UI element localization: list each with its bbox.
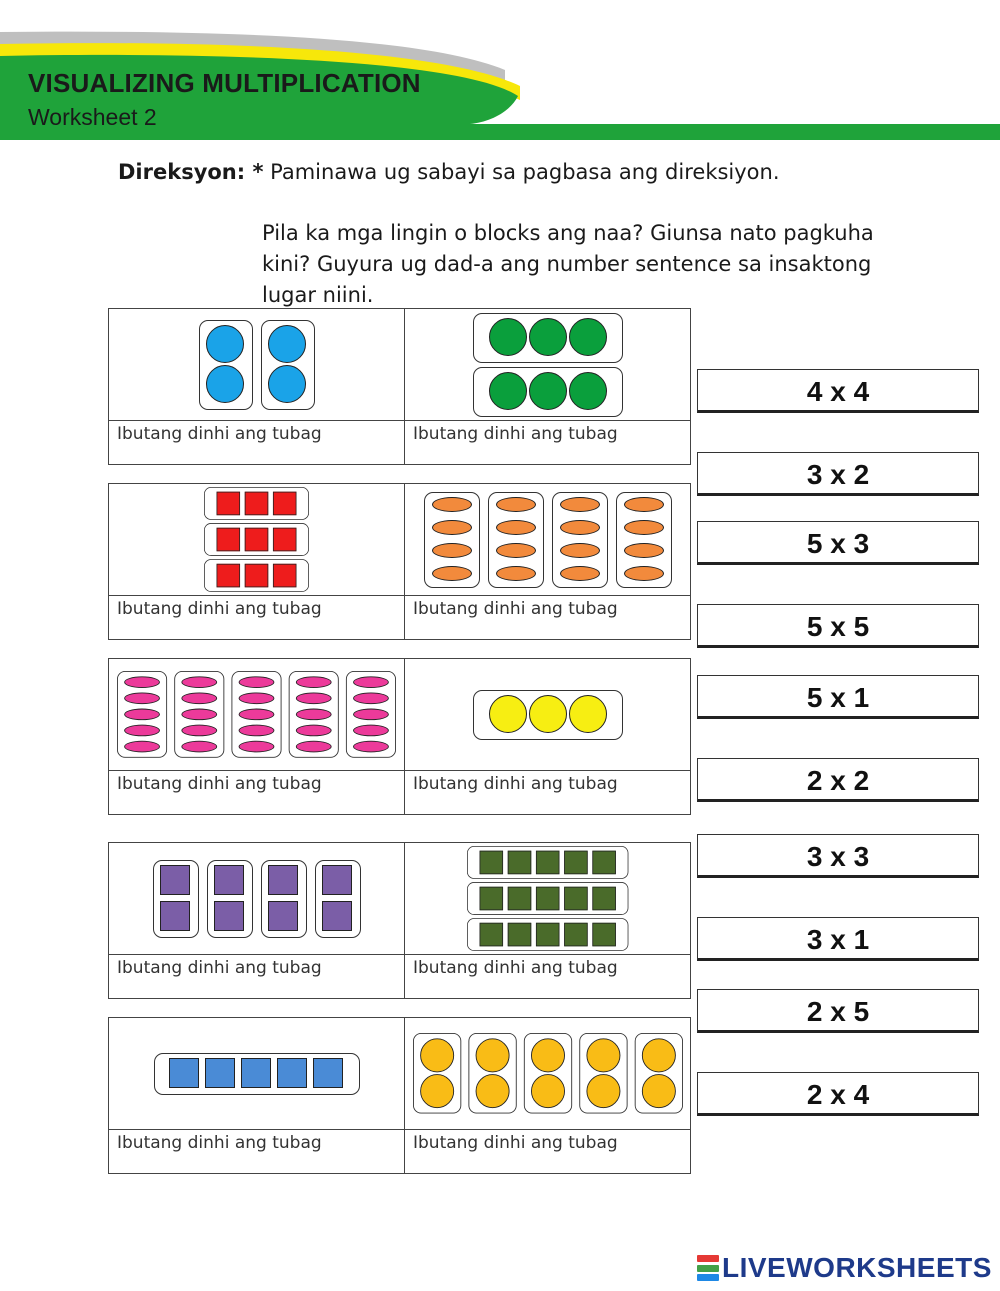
group-frame [424, 492, 480, 588]
group-frame [153, 860, 199, 938]
ellipse-object [353, 676, 389, 688]
ellipse-object [560, 543, 600, 558]
answer-drop-zone[interactable] [109, 595, 404, 639]
picture-groups [413, 1033, 683, 1113]
circle-object [475, 1038, 509, 1072]
ellipse-object [353, 708, 389, 720]
problem-cell [109, 1018, 404, 1173]
ellipse-object [238, 692, 274, 704]
square-object [268, 865, 298, 895]
picture-groups [204, 487, 309, 592]
problem-cell [404, 659, 690, 814]
square-object [216, 527, 240, 551]
square-object [273, 527, 297, 551]
problem-row-3 [108, 658, 691, 815]
picture-groups [154, 1053, 360, 1095]
group-frame [204, 523, 309, 556]
ellipse-object [496, 497, 536, 512]
circle-object [586, 1038, 620, 1072]
number-sentence-card[interactable]: 3 x 1 [697, 917, 979, 961]
ellipse-object [181, 724, 217, 736]
square-object [592, 886, 616, 910]
problem-cell [109, 659, 404, 814]
group-frame [204, 487, 309, 520]
picture-groups [117, 671, 396, 758]
square-object [216, 563, 240, 587]
ellipse-object [295, 692, 331, 704]
ellipse-object [124, 676, 160, 688]
circle-object [641, 1074, 675, 1108]
problem-row-2 [108, 483, 691, 640]
group-frame [261, 860, 307, 938]
problem-cell [404, 843, 690, 998]
answer-placeholder: Ibutang dinhi ang tubag [413, 599, 618, 619]
answer-placeholder: Ibutang dinhi ang tubag [413, 1133, 618, 1153]
circle-object [531, 1074, 565, 1108]
group-frame [616, 492, 672, 588]
problem-cell [109, 484, 404, 639]
ellipse-object [295, 724, 331, 736]
square-object [536, 922, 560, 946]
square-object [160, 865, 190, 895]
circle-object [206, 325, 244, 363]
answer-drop-zone[interactable] [109, 1129, 404, 1173]
ellipse-object [624, 566, 664, 581]
square-object [479, 922, 503, 946]
answer-placeholder: Ibutang dinhi ang tubag [117, 958, 322, 978]
number-sentence-card[interactable]: 5 x 1 [697, 675, 979, 719]
square-object [273, 491, 297, 515]
square-object [160, 901, 190, 931]
ellipse-object [624, 520, 664, 535]
picture-groups [473, 313, 623, 417]
group-frame [261, 320, 315, 410]
directions-label: Direksyon: * [118, 160, 264, 184]
group-frame [207, 860, 253, 938]
ellipse-object [181, 692, 217, 704]
ellipse-object [353, 740, 389, 752]
ellipse-object [496, 566, 536, 581]
circle-object [420, 1074, 454, 1108]
group-frame [346, 671, 396, 758]
problem-picture [405, 309, 690, 420]
number-sentence-card[interactable]: 2 x 4 [697, 1072, 979, 1116]
square-object [169, 1058, 199, 1088]
ellipse-object [560, 566, 600, 581]
ellipse-object [496, 543, 536, 558]
answer-placeholder: Ibutang dinhi ang tubag [117, 424, 322, 444]
answer-placeholder: Ibutang dinhi ang tubag [117, 1133, 322, 1153]
square-object [241, 1058, 271, 1088]
group-frame [315, 860, 361, 938]
answer-drop-zone[interactable] [405, 770, 690, 814]
directions-text-1: Paminawa ug sabayi sa pagbasa ang direksiyon. [270, 160, 780, 184]
problem-cell [109, 843, 404, 998]
circle-object [268, 325, 306, 363]
ellipse-object [238, 740, 274, 752]
ellipse-object [560, 520, 600, 535]
circle-object [569, 372, 607, 410]
square-object [205, 1058, 235, 1088]
answer-drop-zone[interactable] [109, 770, 404, 814]
ellipse-object [624, 543, 664, 558]
directions-text-2: Pila ka mga lingin o blocks ang naa? Giunsa nato pagkuha kini? Guyura ug dad-a ang number sentence sa insaktong lugar niini. [262, 221, 874, 307]
problem-cell [404, 484, 690, 639]
square-object [479, 886, 503, 910]
group-frame [204, 559, 309, 592]
answer-placeholder: Ibutang dinhi ang tubag [413, 958, 618, 978]
group-frame [467, 882, 628, 915]
group-frame [473, 313, 623, 363]
problem-cell [109, 309, 404, 464]
answer-drop-zone[interactable] [405, 420, 690, 464]
circle-object [531, 1038, 565, 1072]
answer-placeholder: Ibutang dinhi ang tubag [117, 774, 322, 794]
square-object [508, 922, 532, 946]
logo-text: LIVEWORKSHEETS [722, 1252, 992, 1283]
ellipse-object [124, 724, 160, 736]
circle-object [489, 318, 527, 356]
number-sentence-card[interactable]: 3 x 2 [697, 452, 979, 496]
ellipse-object [432, 497, 472, 512]
circle-object [489, 372, 527, 410]
picture-groups [424, 492, 672, 588]
square-object [564, 922, 588, 946]
square-object [244, 563, 268, 587]
square-object [536, 850, 560, 874]
group-frame [524, 1033, 572, 1113]
circle-object [420, 1038, 454, 1072]
ellipse-object [432, 566, 472, 581]
group-frame [635, 1033, 683, 1113]
answer-drop-zone[interactable] [405, 954, 690, 998]
square-object [313, 1058, 343, 1088]
liveworksheets-logo [697, 1253, 992, 1283]
picture-groups [199, 320, 315, 410]
problem-row-1 [108, 308, 691, 465]
group-frame [174, 671, 224, 758]
number-sentence-card[interactable]: 3 x 3 [697, 834, 979, 878]
square-object [244, 527, 268, 551]
answer-drop-zone[interactable] [109, 954, 404, 998]
square-object [508, 850, 532, 874]
group-frame [289, 671, 339, 758]
group-frame [467, 918, 628, 951]
group-frame [467, 846, 628, 879]
problem-row-4 [108, 842, 691, 999]
problem-picture [109, 1018, 404, 1129]
circle-object [569, 695, 607, 733]
square-object [536, 886, 560, 910]
square-object [508, 886, 532, 910]
ellipse-object [124, 740, 160, 752]
ellipse-object [124, 708, 160, 720]
square-object [592, 922, 616, 946]
ellipse-object [124, 692, 160, 704]
circle-object [475, 1074, 509, 1108]
problem-cell [404, 309, 690, 464]
square-object [268, 901, 298, 931]
ellipse-object [295, 740, 331, 752]
number-sentence-card[interactable]: 5 x 5 [697, 604, 979, 648]
group-frame [413, 1033, 461, 1113]
picture-groups [153, 860, 361, 938]
ellipse-object [496, 520, 536, 535]
number-sentence-card[interactable]: 2 x 2 [697, 758, 979, 802]
problem-picture [405, 659, 690, 770]
answer-drop-zone[interactable] [109, 420, 404, 464]
picture-groups [473, 690, 623, 740]
number-sentence-card[interactable]: 4 x 4 [697, 369, 979, 413]
group-frame [552, 492, 608, 588]
circle-object [529, 318, 567, 356]
group-frame [488, 492, 544, 588]
ellipse-object [353, 724, 389, 736]
group-frame [579, 1033, 627, 1113]
problem-picture [405, 843, 690, 954]
group-frame [117, 671, 167, 758]
square-object [214, 901, 244, 931]
ellipse-object [238, 676, 274, 688]
square-object [479, 850, 503, 874]
ellipse-object [295, 676, 331, 688]
problem-picture [109, 484, 404, 595]
answer-placeholder: Ibutang dinhi ang tubag [117, 599, 322, 619]
ellipse-object [181, 740, 217, 752]
answer-drop-zone[interactable] [405, 595, 690, 639]
picture-groups [467, 846, 628, 951]
circle-object [206, 365, 244, 403]
ellipse-object [181, 676, 217, 688]
ellipse-object [238, 708, 274, 720]
square-object [273, 563, 297, 587]
logo-mark-icon [697, 1255, 719, 1281]
group-frame [154, 1053, 360, 1095]
problem-picture [109, 843, 404, 954]
circle-object [268, 365, 306, 403]
square-object [216, 491, 240, 515]
ellipse-object [353, 692, 389, 704]
ellipse-object [624, 497, 664, 512]
worksheet-subtitle: Worksheet 2 [28, 104, 157, 130]
square-object [277, 1058, 307, 1088]
problem-picture [405, 484, 690, 595]
circle-object [641, 1038, 675, 1072]
ellipse-object [560, 497, 600, 512]
group-frame [231, 671, 281, 758]
square-object [214, 865, 244, 895]
directions-line-1 [118, 160, 780, 184]
square-object [322, 865, 352, 895]
ellipse-object [238, 724, 274, 736]
number-sentence-card[interactable]: 5 x 3 [697, 521, 979, 565]
group-frame [199, 320, 253, 410]
ellipse-object [181, 708, 217, 720]
circle-object [529, 372, 567, 410]
circle-object [529, 695, 567, 733]
problem-cell [404, 1018, 690, 1173]
number-sentence-card[interactable]: 2 x 5 [697, 989, 979, 1033]
group-frame [468, 1033, 516, 1113]
circle-object [489, 695, 527, 733]
ellipse-object [432, 543, 472, 558]
square-object [244, 491, 268, 515]
circle-object [586, 1074, 620, 1108]
problem-picture [109, 309, 404, 420]
problem-picture [405, 1018, 690, 1129]
square-object [322, 901, 352, 931]
ellipse-object [295, 708, 331, 720]
square-object [564, 886, 588, 910]
circle-object [569, 318, 607, 356]
ellipse-object [432, 520, 472, 535]
square-object [564, 850, 588, 874]
group-frame [473, 367, 623, 417]
answer-placeholder: Ibutang dinhi ang tubag [413, 774, 618, 794]
problem-picture [109, 659, 404, 770]
answer-placeholder: Ibutang dinhi ang tubag [413, 424, 618, 444]
problem-row-5 [108, 1017, 691, 1174]
group-frame [473, 690, 623, 740]
square-object [592, 850, 616, 874]
worksheet-title: VISUALIZING MULTIPLICATION [28, 68, 421, 98]
answer-drop-zone[interactable] [405, 1129, 690, 1173]
